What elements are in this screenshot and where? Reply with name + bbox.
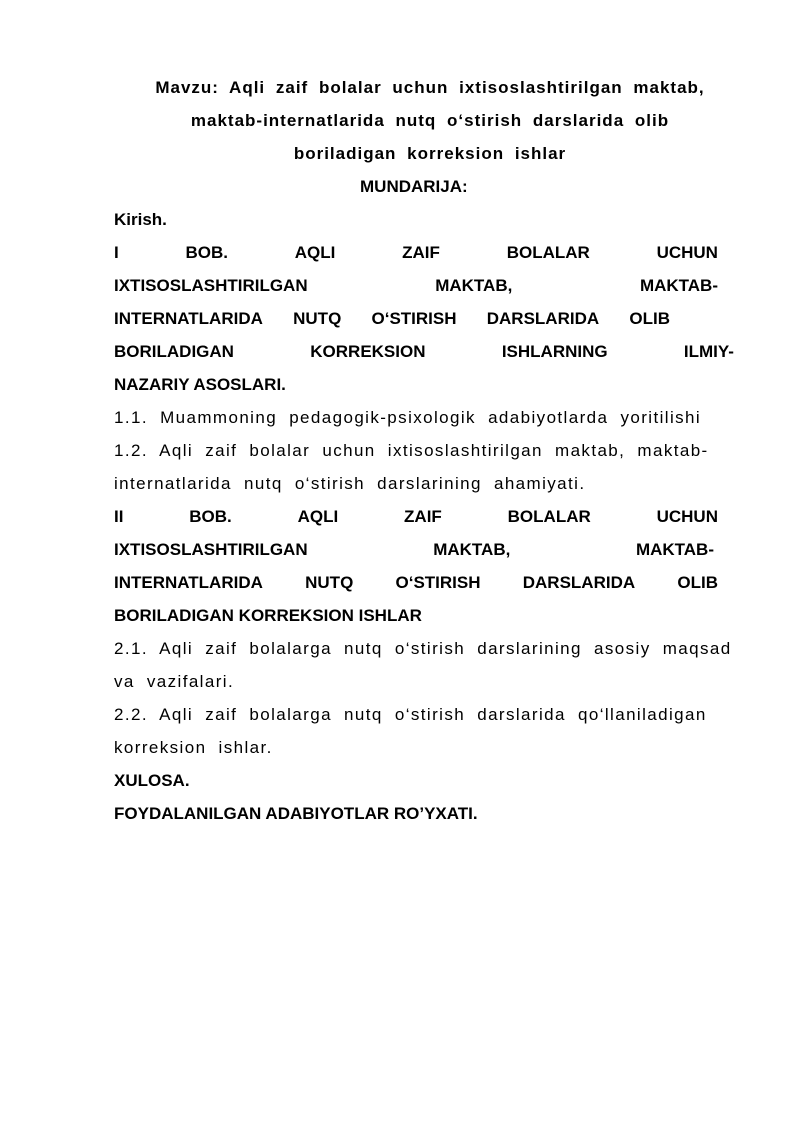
toc-section-1-2-line-2: internatlarida nutq o‘stirish darslarining ahamiyati.: [114, 474, 586, 493]
word: UCHUN: [656, 243, 718, 262]
word: INTERNATLARIDA: [114, 309, 263, 328]
toc-section-2-2-line-1: 2.2. Aqli zaif bolalarga nutq o‘stirish darslarida qo‘llaniladigan: [114, 705, 707, 724]
word: ILMIY-: [683, 342, 734, 361]
word: NUTQ: [305, 573, 354, 592]
word: O‘STIRISH: [371, 309, 457, 328]
word: INTERNATLARIDA: [114, 573, 263, 592]
word: MAKTAB-: [639, 276, 718, 295]
word: OLIB: [629, 309, 670, 328]
word: ZAIF: [402, 243, 440, 262]
toc-chapter-2-line-3: [114, 572, 718, 594]
word: OLIB: [677, 573, 718, 592]
title-line-1: Mavzu: Aqli zaif bolalar uchun ixtisoslashtirilgan maktab,: [155, 78, 705, 97]
toc-chapter-1-line-1: [114, 242, 718, 264]
word: IXTISOSLASHTIRILGAN: [114, 276, 308, 295]
word: UCHUN: [656, 507, 718, 526]
word: DARSLARIDA: [522, 573, 636, 592]
toc-references: FOYDALANILGAN ADABIYOTLAR RO’YXATI.: [114, 804, 478, 823]
toc-intro: Kirish.: [114, 210, 167, 229]
word: MAKTAB-: [635, 540, 714, 559]
word: BOLALAR: [507, 507, 591, 526]
word: DARSLARIDA: [486, 309, 600, 328]
word: O‘STIRISH: [395, 573, 481, 592]
word: AQLI: [297, 507, 339, 526]
word: MAKTAB,: [435, 276, 513, 295]
word: IXTISOSLASHTIRILGAN: [114, 540, 308, 559]
title-line-2: maktab-internatlarida nutq o‘stirish darslarida olib: [190, 111, 670, 130]
toc-chapter-1-line-4: [114, 341, 734, 363]
toc-section-2-2-line-2: korreksion ishlar.: [114, 738, 273, 757]
toc-chapter-1-line-5: NAZARIY ASOSLARI.: [114, 375, 286, 394]
toc-chapter-1-line-2: [114, 275, 718, 297]
toc-chapter-1-line-3: [114, 308, 670, 330]
toc-chapter-2-line-1: [114, 506, 718, 528]
word: BORILADIGAN: [114, 342, 234, 361]
toc-section-2-1-line-1: 2.1. Aqli zaif bolalarga nutq o‘stirish darslarining asosiy maqsad: [114, 639, 732, 658]
word: I: [114, 243, 119, 262]
word: ISHLARNING: [501, 342, 608, 361]
toc-conclusion: XULOSA.: [114, 771, 190, 790]
toc-section-2-1-line-2: va vazifalari.: [114, 672, 235, 691]
word: II: [114, 507, 124, 526]
toc-section-1-2-line-1: 1.2. Aqli zaif bolalar uchun ixtisoslashtirilgan maktab, maktab-: [114, 441, 709, 460]
toc-chapter-2-line-4: BORILADIGAN KORREKSION ISHLAR: [114, 606, 422, 625]
word: BOB.: [185, 243, 228, 262]
word: KORREKSION: [310, 342, 426, 361]
contents-heading: MUNDARIJA:: [360, 177, 468, 196]
word: AQLI: [294, 243, 336, 262]
word: NUTQ: [293, 309, 342, 328]
word: BOB.: [189, 507, 232, 526]
word: MAKTAB,: [433, 540, 511, 559]
word: ZAIF: [404, 507, 442, 526]
word: BOLALAR: [506, 243, 590, 262]
toc-section-1-1: 1.1. Muammoning pedagogik-psixologik adabiyotlarda yoritilishi: [114, 408, 702, 427]
toc-chapter-2-line-2: [114, 539, 714, 561]
title-line-3: boriladigan korreksion ishlar: [293, 144, 567, 163]
